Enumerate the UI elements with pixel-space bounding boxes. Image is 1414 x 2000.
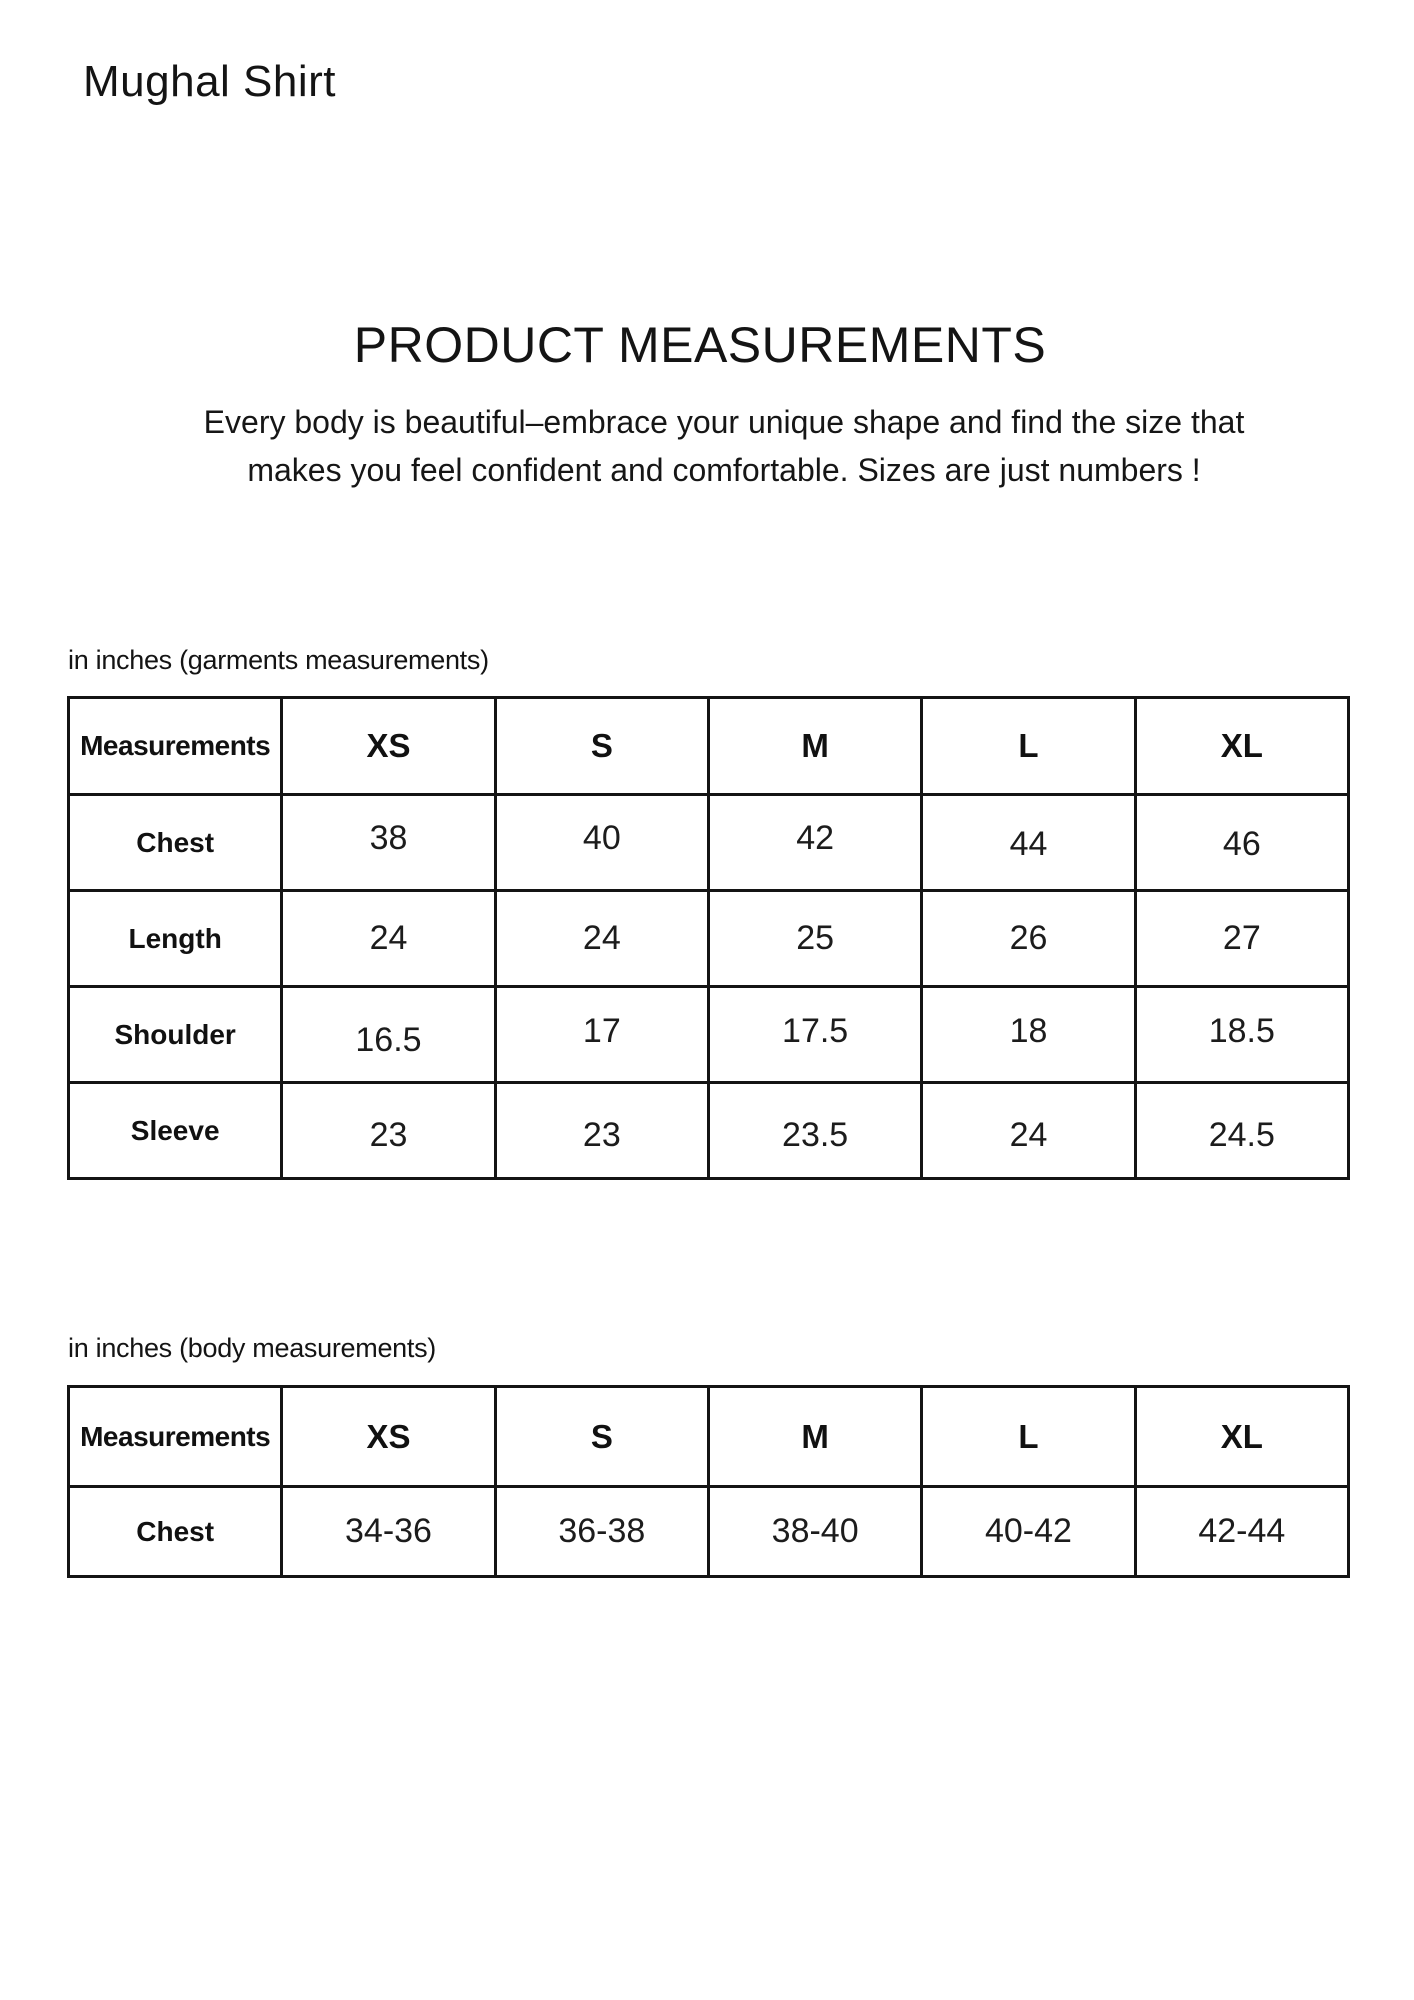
row-label: Chest: [69, 1487, 282, 1577]
description-line: makes you feel confident and comfortable. Sizes are just numbers !: [247, 452, 1201, 488]
measurements-column-header: Measurements: [69, 1387, 282, 1487]
page-title: PRODUCT MEASUREMENTS: [353, 317, 1047, 373]
value-cell: 24: [495, 891, 708, 987]
value-cell: 27: [1135, 891, 1348, 987]
value-cell: 40-42: [922, 1487, 1135, 1577]
table-row: [69, 795, 1349, 891]
row-label: Length: [69, 891, 282, 987]
table-row: [69, 987, 1349, 1083]
value-cell: 23: [282, 1083, 495, 1179]
value-cell: 42: [708, 795, 921, 891]
value-cell: 24: [922, 1083, 1135, 1179]
value-cell: 40: [495, 795, 708, 891]
value-cell: 44: [922, 795, 1135, 891]
value-cell: 18.5: [1135, 987, 1348, 1083]
value-cell: 23: [495, 1083, 708, 1179]
value-cell: 42-44: [1135, 1487, 1348, 1577]
value-cell: 23.5: [708, 1083, 921, 1179]
garments-measurements-table: [67, 696, 1350, 1180]
value-cell: 38: [282, 795, 495, 891]
body-table-caption: in inches (body measurements): [68, 1333, 436, 1363]
body-measurements-table: [67, 1385, 1350, 1578]
size-column-header: S: [495, 1387, 708, 1487]
size-column-header: L: [922, 698, 1135, 795]
measurements-column-header: Measurements: [69, 698, 282, 795]
value-cell: 36-38: [495, 1487, 708, 1577]
header-row: [69, 698, 1349, 795]
size-column-header: M: [708, 1387, 921, 1487]
garments-table-caption: in inches (garments measurements): [68, 645, 489, 675]
value-cell: 16.5: [282, 987, 495, 1083]
product-title: Mughal Shirt: [83, 57, 337, 106]
table-row: [69, 1083, 1349, 1179]
size-column-header: XS: [282, 698, 495, 795]
size-column-header: S: [495, 698, 708, 795]
description-line: Every body is beautiful–embrace your unique shape and find the size that: [203, 404, 1245, 440]
table-row: [69, 1487, 1349, 1577]
description: [17, 398, 1414, 494]
size-column-header: L: [922, 1387, 1135, 1487]
row-label: Chest: [69, 795, 282, 891]
value-cell: 17: [495, 987, 708, 1083]
table-row: [69, 891, 1349, 987]
value-cell: 18: [922, 987, 1135, 1083]
value-cell: 46: [1135, 795, 1348, 891]
value-cell: 24.5: [1135, 1083, 1348, 1179]
value-cell: 34-36: [282, 1487, 495, 1577]
size-column-header: XL: [1135, 1387, 1348, 1487]
value-cell: 24: [282, 891, 495, 987]
size-column-header: XL: [1135, 698, 1348, 795]
value-cell: 17.5: [708, 987, 921, 1083]
size-column-header: M: [708, 698, 921, 795]
value-cell: 26: [922, 891, 1135, 987]
row-label: Sleeve: [69, 1083, 282, 1179]
size-column-header: XS: [282, 1387, 495, 1487]
value-cell: 38-40: [708, 1487, 921, 1577]
row-label: Shoulder: [69, 987, 282, 1083]
header-row: [69, 1387, 1349, 1487]
value-cell: 25: [708, 891, 921, 987]
